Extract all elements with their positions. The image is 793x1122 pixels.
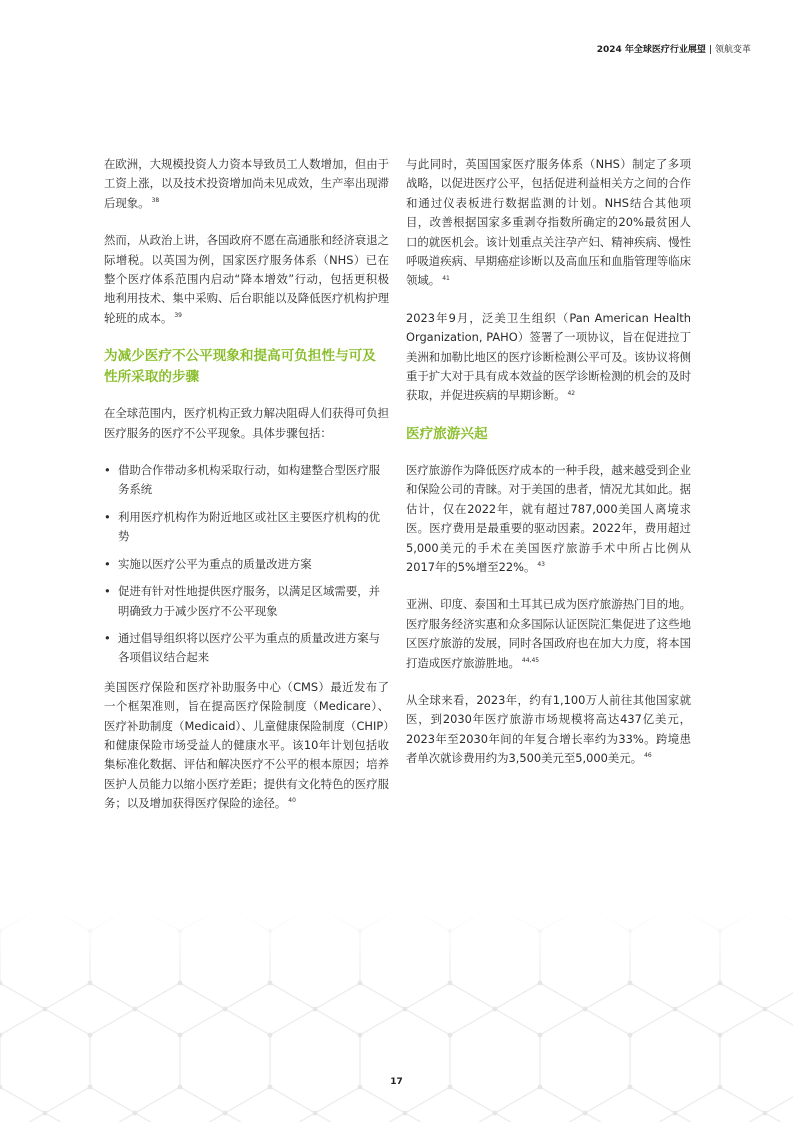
bullet-icon: • <box>104 463 111 478</box>
list-item: • 通过倡导组织将以医疗公平为重点的质量改进方案与各项倡议结合起来 <box>104 630 380 665</box>
section-name: 领航变革 <box>714 45 751 55</box>
bullet-icon: • <box>104 556 111 571</box>
footnote-ref: 44,45 <box>521 656 540 664</box>
section-heading-medical-tourism: 医疗旅游兴起 <box>406 425 488 442</box>
footnote-ref: 38 <box>151 197 160 205</box>
left-column <box>104 155 389 832</box>
footnote-ref: 42 <box>567 389 576 397</box>
list-item: • 利用医疗机构作为附近地区或社区主要医疗机构的优势 <box>104 509 380 544</box>
paragraph-tourism-us: 医疗旅游作为降低医疗成本的一种手段，越来越受到企业和保险公司的青睐。对于美国的患者，情况尤其如此。据估计，仅在2022年，就有超过787,000美国人离境求医。医疗费用是最重要的驱动因素。2022年，费用超过5,000美元的手术在美国医疗旅游手术中所占比例从2017年的5%增至22%。 $^{43}$ <box>406 462 691 574</box>
section-heading-equity: 为减少医疗不公平现象和提高可负担性与可及性所采取的步骤 <box>104 348 376 386</box>
paragraph-cms-framework: 美国医疗保险和医疗补助服务中心（CMS）最近发布了一个框架准则，旨在提高医疗保险制度（Medicare）、医疗补助制度（Medicaid）、儿童健康保险制度（CHIP）和健康保险市场受益人的健康水平。该10年计划包括收集标准化数据、评估和解决医疗不公平的根本原因；培养医护人员能力以缩小医疗差距；提供有文化特色的医疗服务；以及增加获得医疗保险的途径。 $^{40}$ <box>104 679 389 811</box>
equity-steps-list <box>104 461 389 668</box>
list-item: • 实施以医疗公平为重点的质量改进方案 <box>104 555 389 574</box>
bullet-icon: • <box>104 630 111 645</box>
paragraph-tourism-destinations: 亚洲、印度、泰国和土耳其已成为医疗旅游热门目的地。医疗服务经济实惠和众多国际认证医院汇集促进了这些地区医疗旅游的发展，同时各国政府也在加大力度，将本国打造成医疗旅游胜地。 $^{44,45}$ <box>406 597 691 670</box>
paragraph-equity-intro: 在全球范围内，医疗机构正致力解决阻碍人们获得可负担医疗服务的医疗不公平现象。具体步骤包括： <box>104 406 389 440</box>
hexagon-pattern-decoration <box>0 905 793 1122</box>
paragraph-paho-agreement: 2023年9月，泛美卫生组织（Pan American Health Organization, PAHO）签署了一项协议，旨在促进拉丁美洲和加勒比地区的医疗诊断检测公平可及。该协议将侧重于扩大对于具有成本效益的医学诊断检测的机会的及时获取，并促进疾病的早期诊断。 $^{42}$ <box>406 310 691 403</box>
bullet-icon: • <box>104 509 111 524</box>
page-number: 17 <box>390 1077 403 1087</box>
paragraph-uk-nhs-cost: 然而，从政治上讲，各国政府不愿在高通胀和经济衰退之际增税。以英国为例，国家医疗服务体系（NHS）已在整个医疗体系范围内启动“降本增效”行动，包括更积极地利用技术、集中采购、后台职能以及降低医疗机构护理轮班的成本。 $^{39}$ <box>104 233 389 325</box>
page-header <box>597 42 751 55</box>
footnote-ref: 39 <box>174 312 182 320</box>
header-separator: | <box>708 45 712 55</box>
list-item: • 促进有针对性地提供医疗服务，以满足区域需要，并明确致力于减少医疗不公平现象 <box>104 584 380 618</box>
footnote-ref: 43 <box>537 561 545 569</box>
footnote-ref: 46 <box>644 752 652 760</box>
paragraph-nhs-equity: 与此同时，英国国家医疗服务体系（NHS）制定了多项战略，以促进医疗公平，包括促进利益相关方之间的合作和通过仪表板进行数据监测的计划。NHS结合其他项目，改善根据国家多重剥夺指数所确定的20%最贫困人口的就医机会。该计划重点关注孕产妇、精神疾病、慢性呼吸道疾病、早期癌症诊断以及高血压和血脂管理等临床领域。 $^{41}$ <box>406 157 691 288</box>
right-column <box>406 155 691 787</box>
footnote-ref: 41 <box>442 274 450 282</box>
list-item: • 借助合作带动多机构采取行动，如构建整合型医疗服务系统 <box>104 463 380 497</box>
report-title: 2024 年全球医疗行业展望 <box>596 45 706 55</box>
paragraph-europe-labor: 在欧洲，大规模投资人力资本导致员工人数增加，但由于工资上涨，以及技术投资增加尚未见成效，生产率出现滞后现象。 $^{38}$ <box>104 157 389 210</box>
footnote-ref: 40 <box>288 797 296 805</box>
paragraph-tourism-global: 从全球来看，2023年，约有1,100万人前往其他国家就医，到2030年医疗旅游市场规模将高达437亿美元，2023年至2030年间的年复合增长率约为33%。跨境患者单次就诊费用约为3,500美元至5,000美元。 $^{46}$ <box>406 692 691 766</box>
bullet-icon: • <box>104 584 111 599</box>
